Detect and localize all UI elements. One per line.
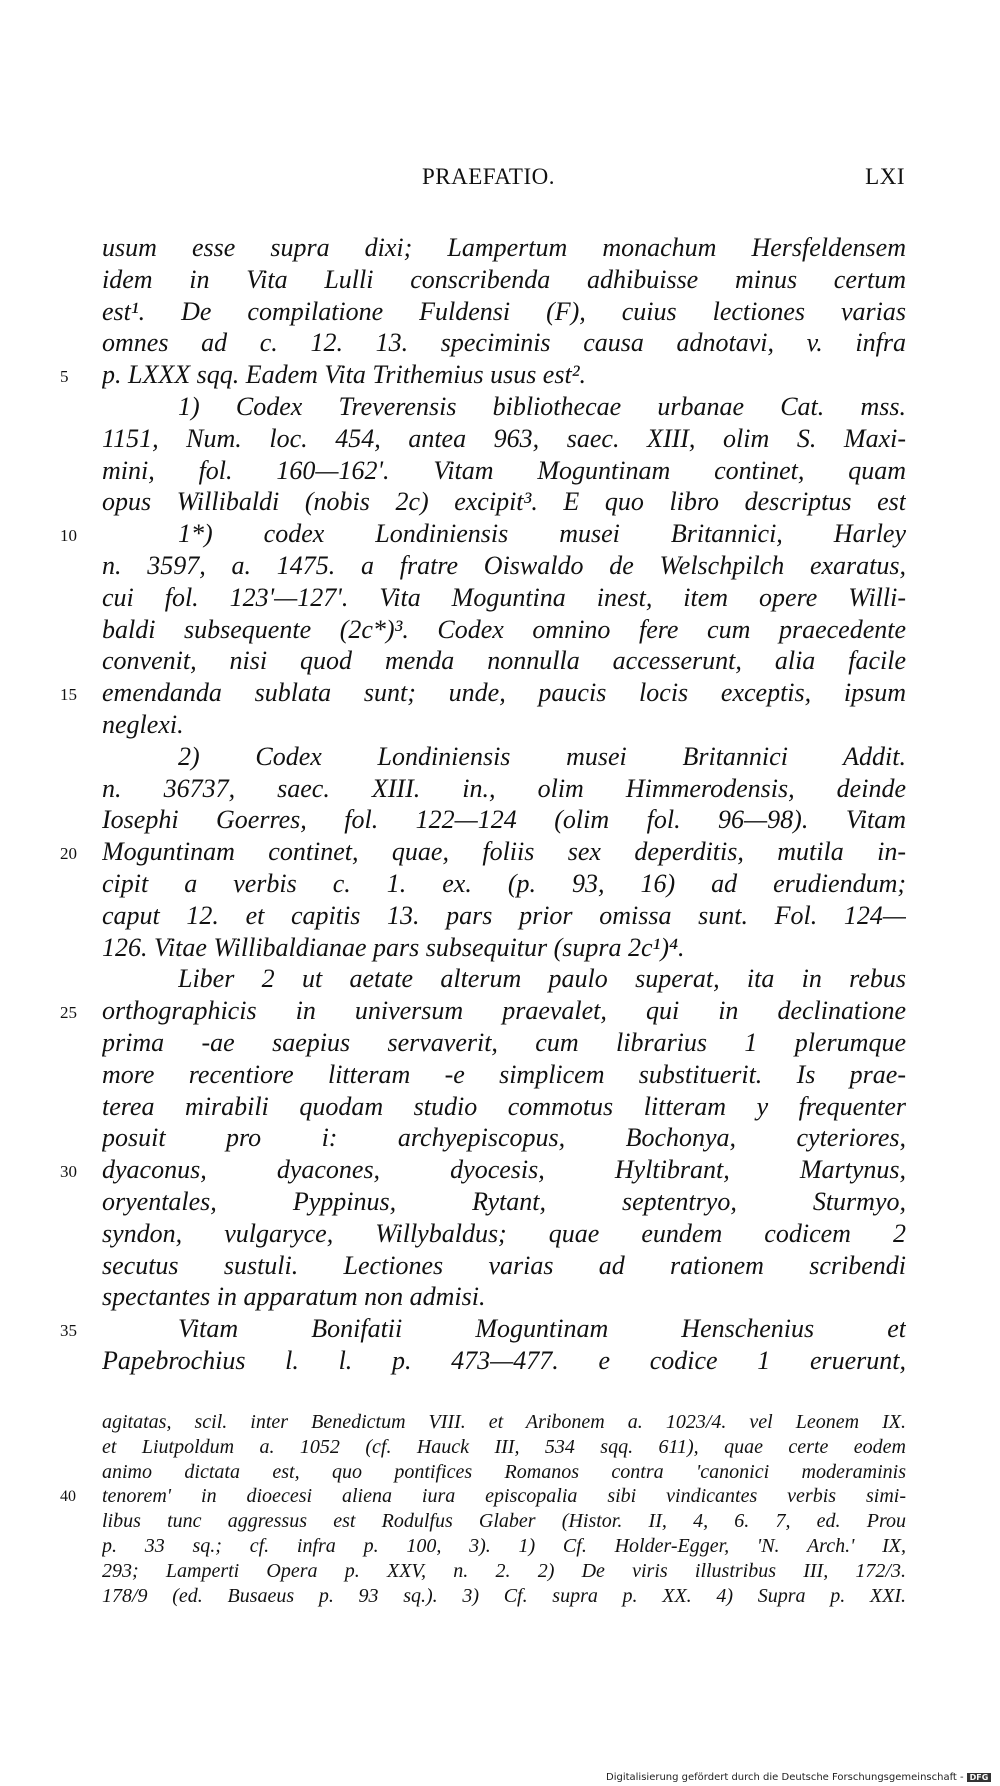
line-text: mini, fol. 160—162'. Vitam Moguntinam continet, quam [102,455,906,485]
text-line [0,423,1000,455]
line-text: tenorem' in dioecesi aliena iura episcopalia sibi vindicantes verbis simi- [102,1485,906,1508]
text-line [0,1091,1000,1123]
dfg-logo: DFG [967,1773,992,1782]
stamp-text: Digitalisierung gefördert durch die Deutsche Forschungsgemeinschaft - [606,1772,964,1783]
line-text: p. 33 sq.; cf. infra p. 100, 3). 1) Cf. Holder-Egger, 'N. Arch.' IX, [102,1535,906,1557]
line-text: idem in Vita Lulli conscribenda adhibuisse minus certum [102,264,906,294]
line-number: 30 [60,1162,77,1182]
line-text: et Liutpoldum a. 1052 (cf. Hauck III, 534 sqq. 611), quae certe eodem [102,1435,906,1458]
text-line [0,995,1000,1027]
line-number: 40 [60,1488,76,1506]
line-text: caput 12. et capitis 13. pars prior omissa sunt. Fol. 124— [102,900,906,930]
text-line [0,327,1000,359]
text-line [0,1313,1000,1345]
text-line [0,232,1000,264]
line-number: 15 [60,685,77,705]
text-line [0,582,1000,614]
line-text: 1) Codex Treverensis bibliothecae urbanae Cat. mss. [178,392,906,421]
running-header [0,164,1000,196]
line-text: spectantes in apparatum non admisi. [102,1282,486,1312]
text-line [0,1122,1000,1154]
text-line [0,741,1000,773]
line-text: est¹. De compilatione Fuldensi (F), cuius lectiones varias [102,296,906,326]
text-line [0,709,1000,741]
line-text: 1151, Num. loc. 454, antea 963, saec. XIII, olim S. Maxi- [102,423,906,453]
line-text: libus tunc aggressus est Rodulfus Glaber (Histor. II, 4, 6. 7, ed. Prou [102,1510,906,1533]
line-number: 5 [60,367,69,387]
line-text: secutus sustuli. Lectiones varias ad rationem scribendi [102,1250,906,1280]
text-line [0,1186,1000,1218]
text-line [0,296,1000,328]
text-line [0,455,1000,487]
line-text: syndon, vulgaryce, Willybaldus; quae eundem codicem 2 [102,1218,906,1248]
text-line [0,836,1000,868]
line-text: usum esse supra dixi; Lampertum monachum Hersfeldensem [102,233,906,262]
line-number: 20 [60,844,77,864]
text-line [0,1218,1000,1250]
line-text: 2) Codex Londiniensis musei Britannici Addit. [178,741,906,771]
text-line [0,900,1000,932]
text-line [0,264,1000,296]
line-text: orthographicis in universum praevalet, qui in declinatione [102,996,906,1026]
line-text: Papebrochius l. l. p. 473—477. e codice 1 eruerunt, [102,1346,906,1375]
line-text: animo dictata est, quo pontifices Romanos contra 'canonici moderaminis [102,1460,906,1483]
line-text: dyaconus, dyacones, dyocesis, Hyltibrant, Martynus, [102,1155,906,1185]
line-text: n. 3597, a. 1475. a fratre Oiswaldo de Welschpilch exaratus, [102,551,906,580]
line-text: Liber 2 ut aetate alterum paulo superat, ita in rebus [178,964,906,994]
line-text: Moguntinam continet, quae, foliis sex deperditis, mutila in- [102,837,906,867]
line-text: emendanda sublata sunt; unde, paucis locis exceptis, ipsum [102,678,906,708]
line-text: oryentales, Pyppinus, Rytant, septentryo, Sturmyo, [102,1187,906,1216]
text-line [0,932,1000,964]
text-line [0,391,1000,423]
line-text: more recentiore litteram -e simplicem substituerit. Is prae- [102,1059,906,1089]
line-text: cipit a verbis c. 1. ex. (p. 93, 16) ad erudiendum; [102,869,906,898]
line-text: agitatas, scil. inter Benedictum VIII. et Aribonem a. 1023/4. vel Leonem IX. [102,1411,906,1433]
line-text: neglexi. [102,710,184,739]
digitization-stamp [606,1772,996,1786]
line-text: p. LXXX sqq. Eadem Vita Trithemius usus est². [102,360,586,390]
text-line [0,1345,1000,1377]
line-text: 1*) codex Londiniensis musei Britannici, Harley [178,519,906,549]
text-line [0,868,1000,900]
line-text: prima -ae saepius servaverit, cum librarius 1 plerumque [102,1028,906,1057]
line-text: Vitam Bonifatii Moguntinam Henschenius et [178,1314,906,1344]
line-text: n. 36737, saec. XIII. in., olim Himmerodensis, deinde [102,773,906,803]
text-line [0,773,1000,805]
text-line [0,1250,1000,1282]
line-text: 126. Vitae Willibaldianae pars subsequitur (supra 2c¹)⁴. [102,932,685,962]
text-line [0,614,1000,646]
text-line [0,1059,1000,1091]
line-text: 178/9 (ed. Busaeus p. 93 sq.). 3) Cf. supra p. XX. 4) Supra p. XXI. [102,1584,906,1607]
line-text: terea mirabili quodam studio commotus litteram y frequenter [102,1091,906,1121]
page-number: LXI [865,164,905,189]
text-line [0,550,1000,582]
line-number: 35 [60,1321,77,1341]
footnote-line [0,1584,1000,1616]
line-text: Iosephi Goerres, fol. 122—124 (olim fol. 96—98). Vitam [102,805,906,835]
text-line [0,1154,1000,1186]
line-text: omnes ad c. 12. 13. speciminis causa adnotavi, v. infra [102,328,906,358]
text-line [0,486,1000,518]
text-line [0,677,1000,709]
text-line [0,1281,1000,1313]
text-line [0,963,1000,995]
text-line [0,518,1000,550]
line-number: 25 [60,1003,77,1023]
text-line [0,645,1000,677]
line-text: convenit, nisi quod menda nonnulla accesserunt, alia facile [102,646,906,676]
line-text: opus Willibaldi (nobis 2c) excipit³. E quo libro descriptus est [102,487,906,517]
line-text: cui fol. 123'—127'. Vita Moguntina inest, item opere Willi- [102,582,906,612]
line-text: 293; Lamperti Opera p. XXV, n. 2. 2) De viris illustribus III, 172/3. [102,1559,906,1582]
line-text: baldi subsequente (2c*)³. Codex omnino fere cum praecedente [102,614,906,644]
text-line [0,359,1000,391]
line-number: 10 [60,526,77,546]
text-line [0,1027,1000,1059]
text-line [0,804,1000,836]
line-text: posuit pro i: archyepiscopus, Bochonya, cyteriores, [102,1123,906,1153]
running-title: PRAEFATIO. [422,164,556,189]
